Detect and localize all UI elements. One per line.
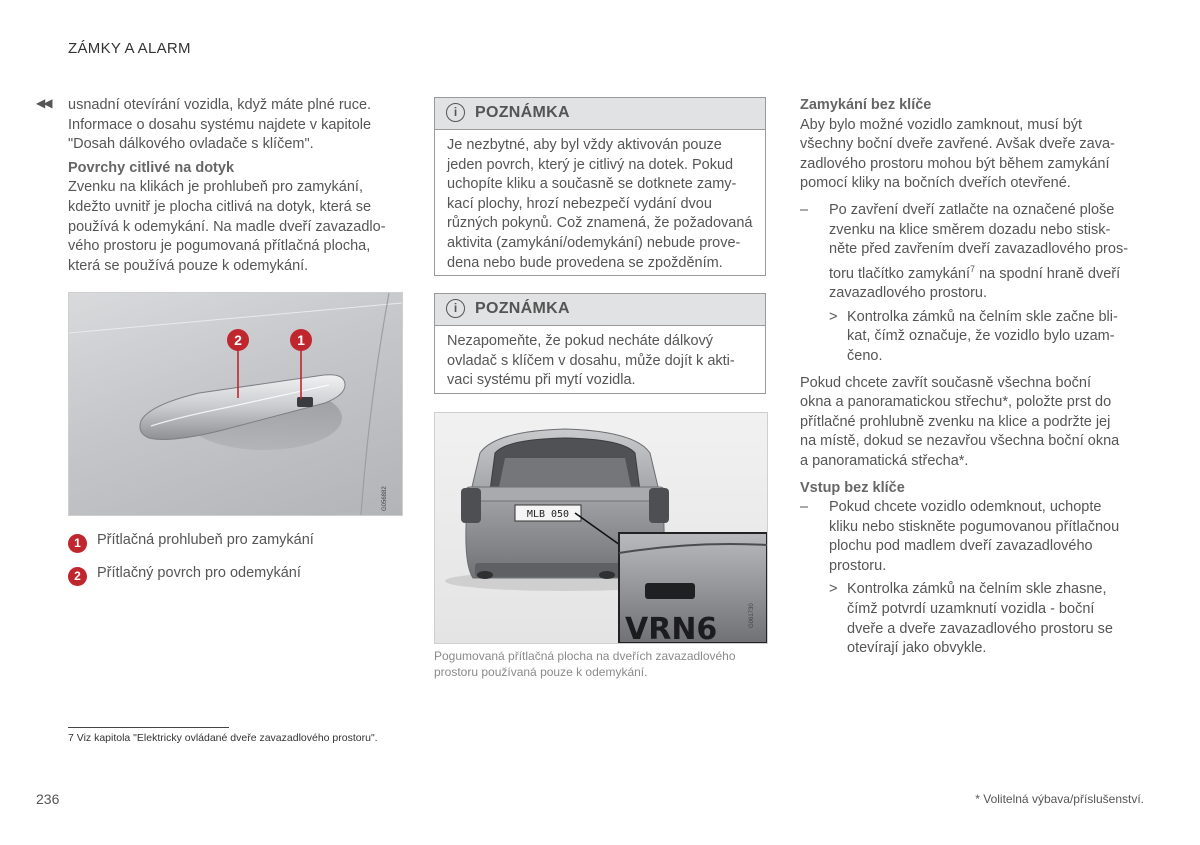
body-line: Zvenku na klikách je prohlubeň pro zamykání,	[68, 179, 363, 196]
result-line: čímž potvrdí uzamknutí vozidla - boční	[847, 601, 1095, 618]
result-line: otevírají jako obvykle.	[847, 640, 987, 657]
step-item	[800, 498, 1145, 576]
optional-equipment-note: * Volitelná výbava/příslušenství.	[975, 792, 1144, 806]
caption-line: Pogumovaná přítlačná plocha na dveřích zavazadlového	[434, 649, 736, 663]
footnote-ref: 7	[970, 263, 976, 274]
legend-number: 2	[68, 567, 87, 586]
note-box	[434, 293, 766, 394]
note-body	[435, 130, 765, 273]
step-line: kliku nebo stiskněte pogumovanou přítlačnou	[829, 518, 1120, 535]
body-line: Aby bylo možné vozidlo zamknout, musí být	[800, 116, 1083, 133]
body-line: vého prostoru je pogumovaná přítlačná plocha,	[68, 238, 371, 255]
body-line: kdežto uvnitř je plocha citlivá na dotyk, která se	[68, 198, 372, 215]
callout-2: 2	[227, 329, 249, 351]
note-line: Je nezbytné, aby byl vždy aktivován pouze	[447, 137, 722, 153]
result-line: dveře a dveře zavazadlového prostoru se	[847, 620, 1113, 637]
tailgate-image	[434, 412, 768, 644]
body-line: která se používá pouze k odemykání.	[68, 257, 309, 274]
footnote: 7 Viz kapitola "Elektricky ovládané dveře zavazadlového prostoru".	[68, 732, 378, 744]
left-column-text	[68, 96, 403, 276]
info-icon: i	[446, 103, 465, 122]
body-line: přítlačné prohlubně zvenku na klice a podržte jej	[800, 413, 1111, 430]
subhead-touch-surfaces: Povrchy citlivé na dotyk	[68, 159, 235, 176]
result-marker: >	[829, 308, 838, 325]
body-line: Pokud chcete zavřít současně všechna boční	[800, 374, 1091, 391]
intro-line: "Dosah dálkového ovladače s klíčem".	[68, 136, 314, 153]
note-line: ovladač s klíčem v dosahu, může dojít k akti-	[447, 352, 735, 369]
caption-line: prostoru používaná pouze k odemykání.	[434, 665, 648, 679]
legend-text: Přítlačný povrch pro odemykání	[97, 565, 301, 581]
body-line: pomocí kliky na bočních dveřích otevřené.	[800, 175, 1071, 192]
result-line: kat, čímž označuje, že vozidlo bylo uzam-	[847, 328, 1115, 345]
step-line: něte před zavřením dveří zavazadlového pros-	[829, 241, 1129, 258]
paragraph	[800, 374, 1145, 472]
intro-line: Informace o dosahu systému najdete v kapitole	[68, 116, 372, 133]
subhead-keyless-entry: Vstup bez klíče	[800, 479, 905, 496]
image-code: G056882	[382, 486, 388, 511]
step-line: toru tlačítko zamykání$^7$ na spodní hraně dveří	[829, 263, 1121, 282]
body-line: na místě, dokud se nezavřou všechna boční okna	[800, 433, 1120, 450]
result-line: Kontrolka zámků na čelním skle zhasne,	[847, 581, 1107, 598]
door-handle-illustration	[69, 293, 402, 515]
note-line: Nezapomeňte, že pokud necháte dálkový	[447, 333, 714, 349]
section-title: ZÁMKY A ALARM	[68, 40, 191, 57]
figure-caption	[434, 648, 774, 680]
right-column-text	[800, 96, 1145, 659]
step-line: zvenku na klice směrem dozadu nebo stisk-	[829, 221, 1111, 238]
continued-marker: ◀◀	[36, 96, 51, 110]
step-line: Pokud chcete vozidlo odemknout, uchopte	[829, 499, 1102, 516]
note-line: dena nebo bude provedena se zpožděním.	[447, 254, 723, 271]
subhead-keyless-locking: Zamykání bez klíče	[800, 97, 932, 113]
result-item	[800, 308, 1145, 367]
note-body	[435, 326, 765, 391]
step-line: Po zavření dveří zatlačte na označené ploše	[829, 201, 1115, 218]
step-item	[800, 201, 1145, 304]
result-line: čeno.	[847, 347, 883, 364]
door-handle-image	[68, 292, 403, 516]
note-line: vaci systému při mytí vozidla.	[447, 372, 636, 389]
note-line: jeden povrch, který je citlivý na dotek. Pokud	[447, 156, 734, 173]
note-title: POZNÁMKA	[475, 104, 570, 121]
inset-lettering: VRN6	[625, 612, 718, 643]
page-number: 236	[36, 791, 60, 807]
note-line: aktivita (zamykání/odemykání) nebude prove-	[447, 234, 741, 251]
image-code: G061730	[749, 603, 755, 628]
body-line: všechny boční dveře zavřené. Avšak dveře zava-	[800, 136, 1115, 153]
step-line: plochu pod madlem dveří zavazadlového	[829, 538, 1093, 555]
body-line: používá k odemykání. Na madle dveří zavazadlo-	[68, 218, 386, 235]
note-line: uchopíte kliku a současně se dotknete zamy-	[447, 176, 737, 193]
info-icon: i	[446, 299, 465, 318]
intro-line: usnadní otevírání vozidla, když máte plné ruce.	[68, 97, 372, 113]
step-line: prostoru.	[829, 557, 887, 574]
footnote-divider	[68, 727, 229, 728]
license-plate: MLB 050	[526, 509, 570, 520]
callout-1: 1	[290, 329, 312, 351]
note-line: kací plochy, hrozí nebezpečí vydání dvou	[447, 195, 712, 212]
body-line: okna a panoramatickou střechu*, položte prst do	[800, 394, 1112, 411]
step-line: zavazadlového prostoru.	[829, 285, 987, 302]
note-box	[434, 97, 766, 276]
note-line: různých pokynů. Což znamená, že požadovaná	[447, 215, 753, 232]
dash-marker: –	[800, 499, 809, 516]
body-line: zadlového prostoru mohou být během zamykání	[800, 155, 1110, 172]
note-header	[435, 98, 765, 130]
car-rear-illustration	[435, 413, 767, 643]
legend-number: 1	[68, 534, 87, 553]
note-header	[435, 294, 765, 326]
legend-text: Přítlačná prohlubeň pro zamykání	[97, 532, 314, 548]
note-title: POZNÁMKA	[475, 300, 570, 317]
body-line: a panoramatická střecha*.	[800, 452, 969, 469]
result-item	[800, 580, 1145, 658]
result-marker: >	[829, 581, 838, 598]
result-line: Kontrolka zámků na čelním skle začne bli-	[847, 308, 1118, 325]
dash-marker: –	[800, 201, 809, 218]
